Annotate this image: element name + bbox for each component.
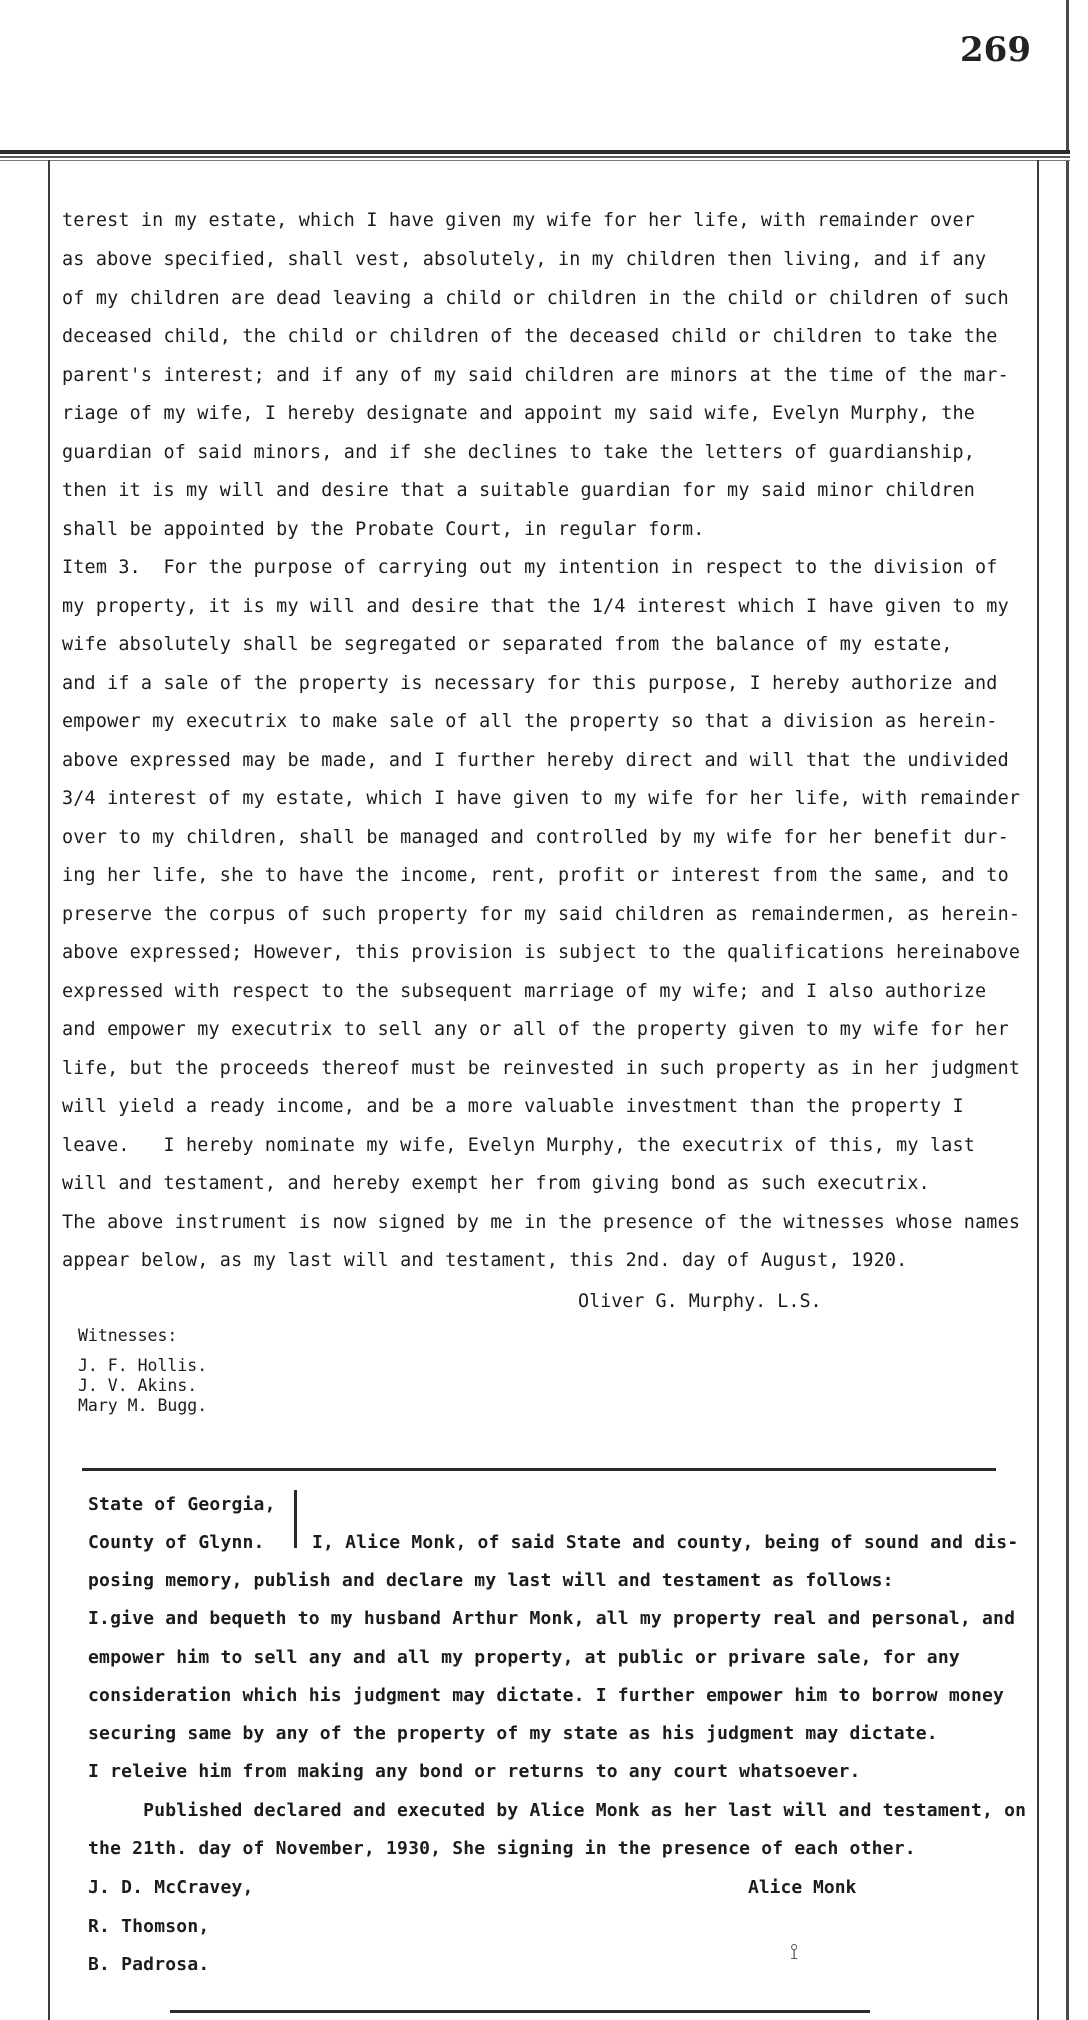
text-line: parent's interest; and if any of my said children are minors at the time of the mar-	[62, 365, 1009, 386]
witness-name: J. D. McCravey,	[88, 1877, 254, 1898]
will-text-line: I.give and bequeth to my husband Arthur Monk, all my property real and personal, and	[88, 1608, 1016, 1629]
section-divider	[82, 1468, 996, 1471]
left-margin-rule	[48, 160, 50, 2020]
text-line: wife absolutely shall be segregated or separated from the balance of my estate,	[62, 634, 953, 655]
text-line: guardian of said minors, and if she declines to take the letters of guardianship,	[62, 442, 976, 463]
witness-name: B. Padrosa.	[88, 1954, 210, 1975]
will-text-line: posing memory, publish and declare my last will and testament as follows:	[88, 1570, 894, 1591]
text-line: 3/4 interest of my estate, which I have given to my wife for her life, with remainder	[62, 788, 1021, 809]
county-caption: County of Glynn.	[88, 1532, 265, 1553]
pencil-mark: ⟟	[790, 1940, 799, 1965]
page-number: 269	[960, 30, 1031, 70]
text-line: life, but the proceeds thereof must be reinvested in such property as in her judgment	[62, 1058, 1021, 1079]
witness-name: Mary M. Bugg.	[78, 1396, 208, 1415]
text-line: Item 3. For the purpose of carrying out my intention in respect to the division of	[62, 557, 998, 578]
text-line: The above instrument is now signed by me in the presence of the witnesses whose names	[62, 1212, 1021, 1233]
witness-block	[78, 1326, 207, 1416]
header-rule	[0, 150, 1070, 161]
text-line: then it is my will and desire that a suitable guardian for my said minor children	[62, 480, 976, 501]
text-line: my property, it is my will and desire that the 1/4 interest which I have given to my	[62, 596, 1009, 617]
text-line: riage of my wife, I hereby designate and appoint my said wife, Evelyn Murphy, the	[62, 403, 976, 424]
text-line: will yield a ready income, and be a more valuable investment than the property I	[62, 1096, 964, 1117]
page-edge	[1066, 0, 1069, 2020]
will-text-line: I releive him from making any bond or returns to any court whatsoever.	[88, 1761, 861, 1782]
text-line: and empower my executrix to sell any or all of the property given to my wife for her	[62, 1019, 1009, 1040]
text-line: shall be appointed by the Probate Court, in regular form.	[62, 519, 705, 540]
text-line: terest in my estate, which I have given my wife for her life, with remainder over	[62, 210, 976, 231]
text-line: above expressed; However, this provision is subject to the qualifications hereinabove	[62, 942, 1021, 963]
testator-signature: Alice Monk	[748, 1877, 857, 1898]
bottom-divider	[170, 2010, 870, 2013]
text-line: preserve the corpus of such property for my said children as remaindermen, as herein-	[62, 904, 1021, 925]
witness-name: J. F. Hollis.	[78, 1356, 208, 1375]
will-text-line: I, Alice Monk, of said State and county, being of sound and dis-	[312, 1532, 1019, 1553]
text-line: leave. I hereby nominate my wife, Evelyn Murphy, the executrix of this, my last	[62, 1135, 976, 1156]
state-caption: State of Georgia,	[88, 1494, 276, 1515]
will-text-line: securing same by any of the property of my state as his judgment may dictate.	[88, 1723, 938, 1744]
text-line: over to my children, shall be managed and controlled by my wife for her benefit dur-	[62, 827, 1009, 848]
text-line: as above specified, shall vest, absolutely, in my children then living, and if any	[62, 249, 987, 270]
text-line: ing her life, she to have the income, rent, profit or interest from the same, and to	[62, 865, 1009, 886]
will-text-line: Published declared and executed by Alice Monk as her last will and testament, on	[88, 1800, 1027, 1821]
witness-name: R. Thomson,	[88, 1916, 210, 1937]
will-text-line: consideration which his judgment may dictate. I further empower him to borrow money	[88, 1685, 1005, 1706]
text-line: expressed with respect to the subsequent marriage of my wife; and I also authorize	[62, 981, 987, 1002]
will-text-line: empower him to sell any and all my property, at public or privare sale, for any	[88, 1647, 960, 1668]
witnesses-label: Witnesses:	[78, 1326, 178, 1345]
will-text-line: the 21th. day of November, 1930, She signing in the presence of each other.	[88, 1838, 916, 1859]
text-line: and if a sale of the property is necessary for this purpose, I hereby authorize and	[62, 673, 998, 694]
testator-signature: Oliver G. Murphy. L.S.	[578, 1291, 822, 1312]
text-line: appear below, as my last will and testament, this 2nd. day of August, 1920.	[62, 1250, 908, 1271]
witness-name: J. V. Akins.	[78, 1376, 198, 1395]
text-line: deceased child, the child or children of the deceased child or children to take the	[62, 326, 998, 347]
text-line: empower my executrix to make sale of all the property so that a division as herein-	[62, 711, 998, 732]
text-line: will and testament, and hereby exempt her from giving bond as such executrix.	[62, 1173, 930, 1194]
text-line: of my children are dead leaving a child or children in the child or children of such	[62, 288, 1009, 309]
text-line: above expressed may be made, and I further hereby direct and will that the undivided	[62, 750, 1009, 771]
